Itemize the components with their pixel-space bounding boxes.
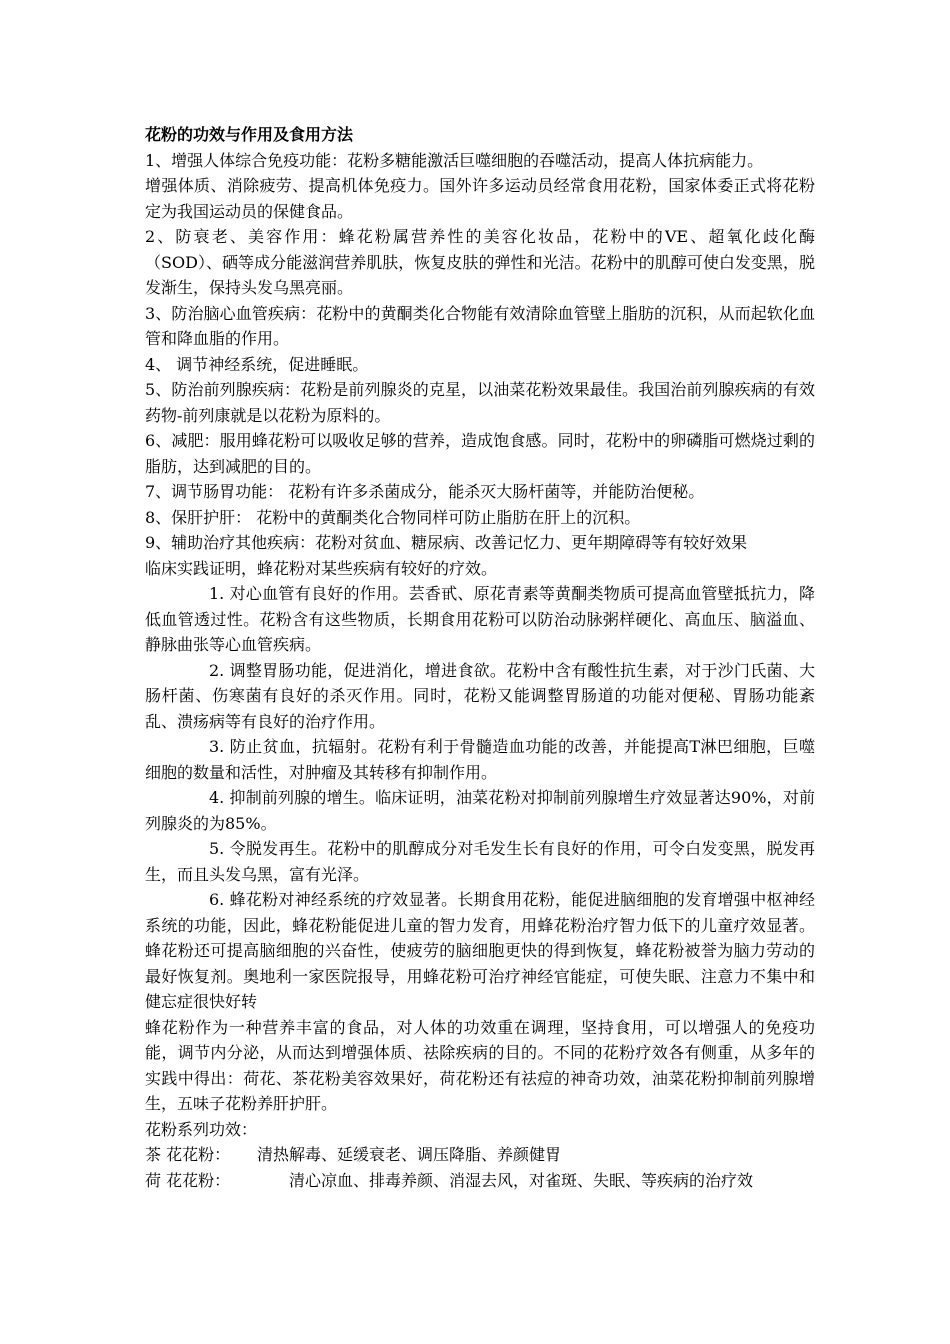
series-item-effect: 清热解毒、延缓衰老、调压降脂、养颜健胃 — [257, 1145, 562, 1164]
clinical-intro: 临床实践证明，蜂花粉对某些疾病有较好的疗效。 — [145, 558, 498, 578]
item-3: 3、防治脑心血管疾病：花粉中的黄酮类化合物能有效清除血管壁上脂肪的沉积，从而起软化血管和降血脂的作用。 — [145, 303, 815, 348]
clinical-item-1: 1. 对心血管有良好的作用。芸香甙、原花青素等黄酮类物质可提高血管壁抵抗力，降低血管透过性。花粉含有这些物质，长期食用花粉可以防治动脉粥样硬化、高血压、脑溢血、静脉曲张等心血管疾病。 — [145, 584, 815, 654]
series-heading: 花粉系列功效： — [145, 1119, 258, 1139]
clinical-item-6: 6. 蜂花粉对神经系统的疗效显著。长期食用花粉，能促进脑细胞的发育增强中枢神经系统的功能，因此，蜂花粉能促进儿童的智力发育，用蜂花粉治疗智力低下的儿童疗效显著。蜂花粉还可提高脑细胞的兴奋性，使疲劳的脑细胞更快的得到恢复，蜂花粉被誉为脑力劳动的最好恢复剂。奥地利一家医院报导，用蜂花粉可治疗神经官能症，可使失眠、注意力不集中和健忘症很快好转 — [145, 890, 815, 1011]
summary-paragraph: 蜂花粉作为一种营养丰富的食品，对人体的功效重在调理，坚持食用，可以增强人的免疫功能，调节内分泌，从而达到增强体质、祛除疾病的目的。不同的花粉疗效各有侧重，从多年的实践中得出：荷花、茶花粉美容效果好，荷花粉还有祛痘的神奇功效，油菜花粉抑制前列腺增生，五味子花粉养肝护肝。 — [145, 1017, 815, 1113]
item-6: 6、减肥：服用蜂花粉可以吸收足够的营养，造成饱食感。同时，花粉中的卵磷脂可燃烧过剩的脂肪，达到减肥的目的。 — [145, 431, 815, 476]
clinical-item-3: 3. 防止贫血，抗辐射。花粉有利于骨髓造血功能的改善，并能提高T淋巴细胞，巨噬细胞的数量和活性，对肿瘤及其转移有抑制作用。 — [145, 737, 815, 782]
series-item-name: 茶 花花粉： — [145, 1145, 231, 1164]
document-title: 花粉的功效与作用及食用方法 — [145, 125, 354, 144]
series-item-lotus — [145, 1168, 815, 1194]
series-item-name: 荷 花花粉： — [145, 1170, 231, 1190]
item-5: 5、防治前列腺疾病：花粉是前列腺炎的克星，以油菜花粉效果最佳。我国治前列腺疾病的有效药物-前列康就是以花粉为原料的。 — [145, 380, 815, 425]
clinical-item-2: 2. 调整胃肠功能，促进消化，增进食欲。花粉中含有酸性抗生素，对于沙门氏菌、大肠杆菌、伤寒菌有良好的杀灭作用。同时，花粉又能调整胃肠道的功能对便秘、胃肠功能紊乱、溃疡病等有良好的治疗作用。 — [145, 660, 815, 731]
clinical-item-4: 4. 抑制前列腺的增生。临床证明，油菜花粉对抑制前列腺增生疗效显著达90%，对前列腺炎的为85%。 — [145, 788, 815, 833]
item-9: 9、辅助治疗其他疾病：花粉对贫血、糖尿病、改善记忆力、更年期障碍等有较好效果 — [145, 533, 748, 552]
clinical-item-5: 5. 令脱发再生。花粉中的肌醇成分对毛发生长有良好的作用，可令白发变黑，脱发再生，而且头发乌黑，富有光泽。 — [145, 839, 815, 884]
item-8: 8、保肝护肝： 花粉中的黄酮类化合物同样可防止脂肪在肝上的沉积。 — [145, 507, 641, 527]
document-page — [145, 122, 815, 1193]
item-1-continued: 增强体质、消除疲劳、提高机体免疫力。国外许多运动员经常食用花粉，国家体委正式将花粉定为我国运动员的保健食品。 — [145, 176, 815, 221]
item-4: 4、 调节神经系统，促进睡眠。 — [145, 354, 369, 374]
item-2: 2、防衰老、美容作用：蜂花粉属营养性的美容化妆品，花粉中的VE、超氧化歧化酶（SOD）、硒等成分能滋润营养肌肤，恢复皮肤的弹性和光洁。花粉中的肌醇可使白发变黑，脱发渐生，保持头发乌黑亮丽。 — [145, 227, 815, 297]
series-item-tea — [145, 1142, 815, 1168]
item-1: 1、增强人体综合免疫功能：花粉多糖能激活巨噬细胞的吞噬活动，提高人体抗病能力。 — [145, 150, 764, 170]
series-item-effect: 清心凉血、排毒养颜、消湿去风，对雀斑、失眠、等疾病的治疗效 — [289, 1170, 754, 1190]
item-7: 7、调节肠胃功能： 花粉有许多杀菌成分，能杀灭大肠杆菌等，并能防治便秘。 — [145, 482, 705, 501]
